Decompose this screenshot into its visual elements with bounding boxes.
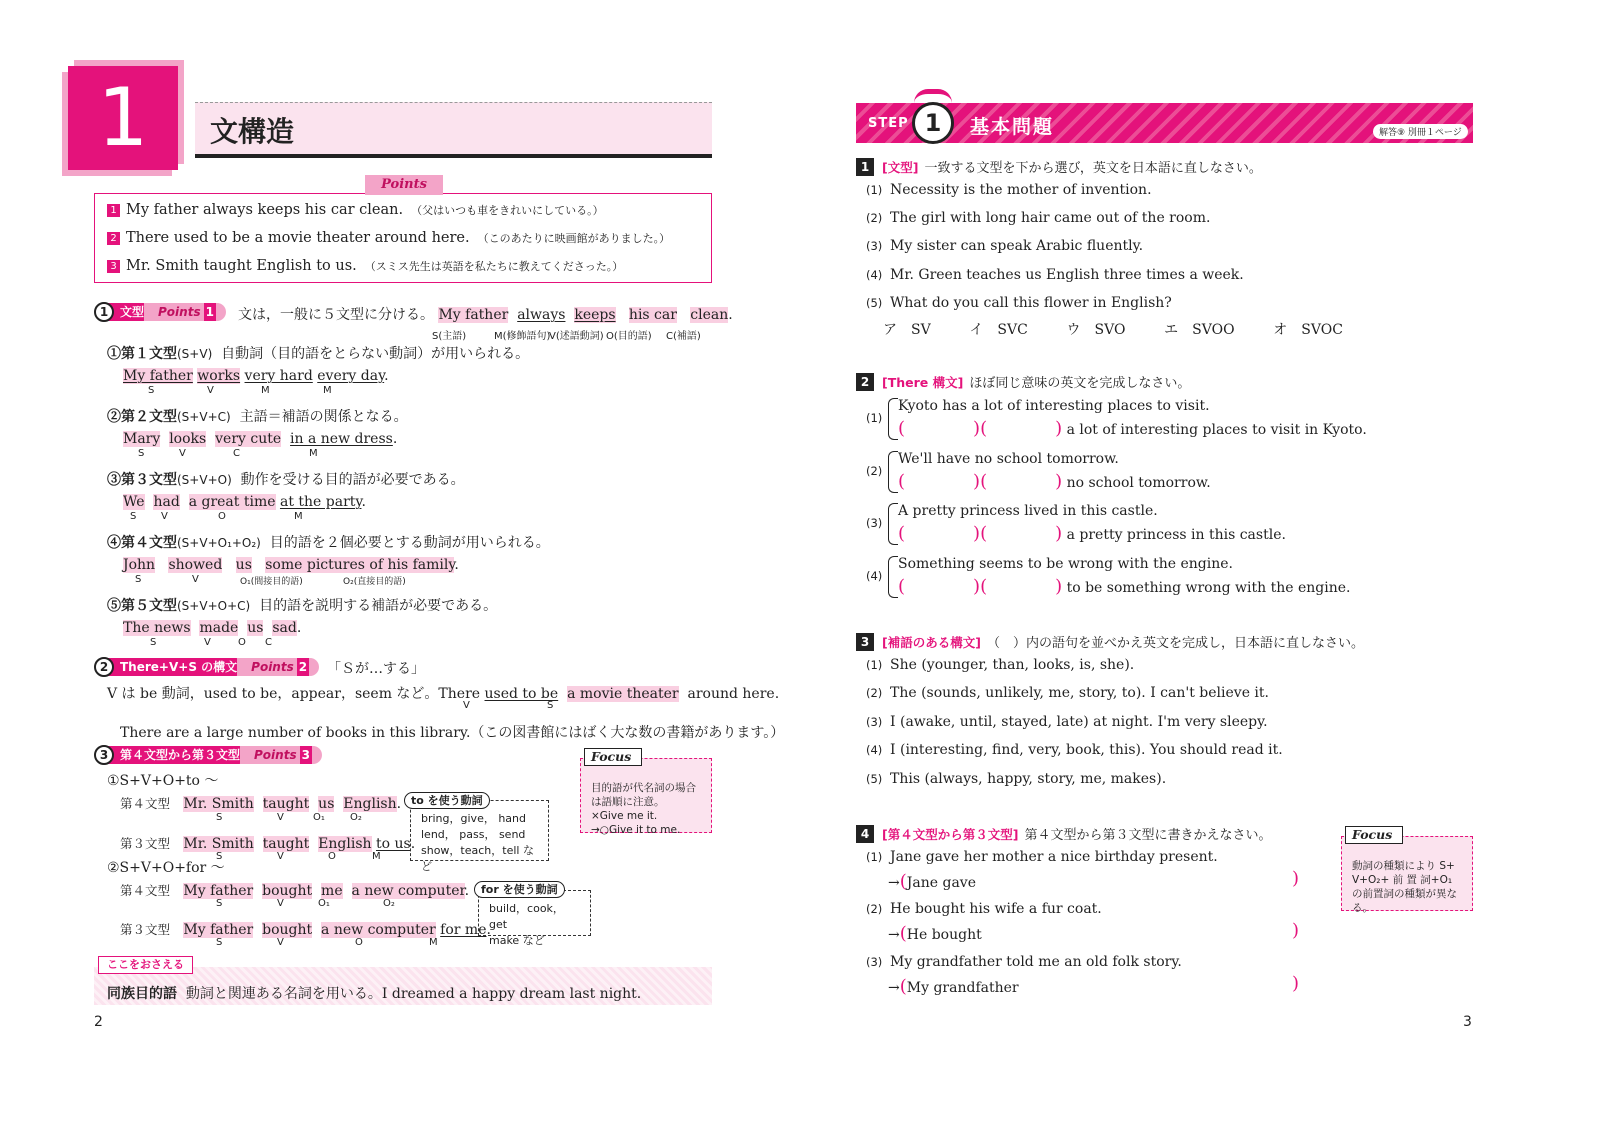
q3-item (866, 685, 1269, 701)
label: V (463, 700, 470, 711)
ex-word: The news (123, 620, 191, 636)
question-instruction: 第４文型から第３文型に書きかえなさい。 (1024, 828, 1272, 843)
sec1-intro: 文は，一般に５文型に分ける。 (238, 307, 434, 323)
form-formula: (S+V+C) (177, 410, 231, 424)
ex-word: very hard (244, 368, 313, 384)
section-header-3 (94, 745, 322, 765)
label: O (238, 637, 246, 648)
item-text: a lot of interesting places to visit in Kyoto. (1066, 422, 1367, 438)
label: O₂ (350, 812, 362, 823)
focus-line: 動詞の種類により S+ (1352, 860, 1455, 872)
points-number: 1 (205, 305, 214, 319)
form-label: 第３文型 (120, 836, 171, 851)
q2-blank-line: ( )( ) a pretty princess in this castle. (898, 523, 1286, 544)
item-text: I (awake, until, stayed, late) at night. I'm very sleepy. (890, 714, 1268, 730)
q2-item-number (866, 410, 890, 426)
form4-heading (107, 532, 550, 552)
close-paren: ) (1292, 973, 1300, 994)
section-points (237, 658, 319, 676)
answer-reference: 解答⑨ 別冊１ページ (1373, 124, 1468, 139)
ex-period: . (454, 557, 459, 573)
section-number: 1 (94, 302, 114, 322)
point-english: There used to be a movie theater around here. (126, 230, 470, 246)
label: O (218, 511, 226, 522)
label: S (135, 574, 142, 585)
label: V (161, 511, 168, 522)
label: O₁ (318, 898, 330, 909)
ex-word: me (321, 883, 343, 899)
focus-line: る。 (1352, 902, 1373, 914)
ex-word: had (153, 494, 180, 510)
brace (888, 398, 898, 440)
ex-word: taught (262, 796, 310, 812)
label: V (192, 574, 199, 585)
form-label: 第３文型 (120, 922, 171, 937)
ex-word: his car (628, 307, 677, 323)
ex-word: made (199, 620, 239, 636)
ex-word: us (247, 620, 264, 636)
form-formula: (S+V+O) (177, 473, 232, 487)
points-word: Points (254, 748, 297, 762)
answer-start: My grandfather (906, 980, 1019, 996)
section-number: 2 (94, 657, 114, 677)
step-number: 1 (912, 102, 954, 144)
q2-item-number (866, 463, 890, 479)
item-number: (4) (866, 569, 883, 583)
label: S (216, 937, 223, 948)
ex-period: . (396, 796, 402, 812)
label: M (429, 937, 438, 948)
ex-word: at the party (279, 494, 362, 510)
label-m: M(修飾語句) (494, 331, 551, 342)
form-head: ②第２文型 (107, 409, 177, 425)
label: V (277, 812, 284, 823)
item-text: no school tomorrow. (1066, 475, 1211, 491)
q2-blank-line: ( )( ) no school tomorrow. (898, 471, 1211, 492)
item-number: (1) (866, 850, 883, 864)
label: V (277, 937, 284, 948)
focus-line: V+O₂+ 前 置 詞+O₁ (1352, 874, 1453, 886)
ex-word: us (235, 557, 252, 573)
q4-item (866, 849, 1218, 865)
ex-word: bought (262, 883, 313, 899)
item-text: Jane gave her mother a nice birthday present. (890, 849, 1218, 865)
item-number: (4) (866, 268, 883, 282)
ex-word: Mr. Smith (183, 796, 254, 812)
q2-header (856, 372, 1190, 391)
item-text: I (interesting, find, very, book, this). You should read it. (890, 742, 1283, 758)
verb-list-line: make など (489, 934, 545, 947)
label: C (233, 448, 240, 459)
question-tag: [補語のある構文] (882, 634, 981, 650)
item-number: (5) (866, 772, 883, 786)
sec3-a4 (120, 794, 401, 812)
sec3-a3 (120, 834, 415, 852)
ex-word: clean (690, 307, 729, 323)
answer-start: Jane gave (906, 875, 976, 891)
form-head: ①第１文型 (107, 346, 177, 362)
section-number: 3 (94, 745, 114, 765)
q2-original: We'll have no school tomorrow. (898, 451, 1119, 467)
item-text: to be something wrong with the engine. (1066, 580, 1351, 596)
item-number: (2) (866, 211, 883, 225)
ex-word: Mr. Smith (183, 836, 254, 852)
question-number: 3 (856, 633, 874, 651)
for-verbs-tag: for を使う動詞 (474, 881, 565, 898)
ex-period: . (486, 922, 491, 938)
item-number: (1) (866, 411, 883, 425)
points-tab: Points (365, 175, 443, 195)
ex-word: every day (317, 368, 385, 384)
ex-period: . (464, 883, 470, 899)
label: S (138, 448, 145, 459)
form-desc: 目的語を２個必要とする動詞が用いられる。 (269, 535, 550, 551)
label: V (179, 448, 186, 459)
label-o: O(目的語) (606, 331, 652, 342)
section-points (240, 746, 322, 764)
label-v: V(述語動詞) (549, 331, 604, 342)
item-text: The (sounds, unlikely, me, story, to). I can't believe it. (890, 685, 1269, 701)
focus-box-left (580, 758, 712, 836)
label: O₁(間接目的語) (240, 577, 303, 587)
label: O₁ (313, 812, 325, 823)
form-desc: 動作を受ける目的語が必要である。 (240, 472, 465, 488)
sec3-a-head: ①S+V+O+to ～ (107, 773, 219, 789)
text: V は be 動詞，used to be，appear，seem など。There (107, 686, 481, 702)
label: V (204, 637, 211, 648)
item-number: (2) (866, 686, 883, 700)
page-number-right: 3 (1463, 1014, 1472, 1030)
ex-word: looks (169, 431, 207, 447)
ex-period: . (296, 620, 302, 636)
focus-box-right (1341, 836, 1473, 914)
ex-word: Mary (123, 431, 161, 447)
ex-word: My father (123, 368, 193, 384)
item-number: (3) (866, 955, 883, 969)
choice: エ SVOO (1164, 322, 1235, 338)
q4-answer-line: →(Jane gave (888, 871, 976, 892)
points-word: Points (251, 660, 294, 674)
ex-word: always (517, 307, 566, 323)
q3-item (866, 714, 1268, 730)
item-number: (3) (866, 239, 883, 253)
label: S (150, 637, 157, 648)
question-instruction: （ ）内の語句を並べかえ英文を完成し，日本語に直しなさい。 (986, 636, 1364, 651)
label: S (216, 851, 223, 862)
question-tag: [第４文型から第３文型] (882, 826, 1019, 842)
q1-item (866, 238, 1143, 254)
label: V (277, 851, 284, 862)
form-desc: 目的語を説明する補語が必要である。 (259, 598, 498, 614)
text: around here. (687, 686, 780, 702)
form1-example (123, 368, 389, 384)
label: V (207, 385, 214, 396)
ex-word: We (123, 494, 145, 510)
point-number: 2 (107, 232, 120, 245)
brace (888, 556, 898, 598)
ex-period: . (361, 494, 366, 510)
q2-original: A pretty princess lived in this castle. (898, 503, 1158, 519)
step-title: 基本問題 (970, 116, 1055, 138)
form-label: 第４文型 (120, 883, 171, 898)
q1-item (866, 267, 1244, 283)
q4-item (866, 954, 1182, 970)
point-english: Mr. Smith taught English to us. (126, 258, 357, 274)
point-number: 1 (107, 204, 120, 217)
q4-answer-line: →(My grandfather (888, 976, 1019, 997)
verb-list-line: lend， pass， send (421, 828, 526, 841)
item-number: (2) (866, 902, 883, 916)
close-paren: ) (1292, 920, 1300, 941)
focus-line: →○Give it to me. (591, 824, 681, 836)
koko-head: 同族目的語 (107, 986, 177, 1002)
q3-header (856, 632, 1364, 651)
label: O₂ (383, 898, 395, 909)
form2-heading (107, 406, 408, 426)
q2-item-number (866, 515, 890, 531)
item-text: Necessity is the mother of invention. (890, 182, 1152, 198)
points-box (94, 193, 712, 283)
section-points (144, 303, 226, 321)
label: O (328, 851, 336, 862)
question-number: 2 (856, 373, 874, 391)
form-desc: 自動詞（目的語をとらない動詞）が用いられる。 (221, 346, 530, 362)
form-head: ⑤第５文型 (107, 598, 177, 614)
section-header-2 (94, 657, 319, 677)
q3-item (866, 771, 1166, 787)
ex-word: to us (375, 836, 411, 852)
point-number: 3 (107, 260, 120, 273)
ex-period: . (384, 368, 389, 384)
form2-example (123, 431, 397, 447)
point-english: My father always keeps his car clean. (126, 202, 404, 218)
point-japanese: （スミス先生は英語を私たちに教えてくださった。） (364, 260, 624, 273)
form5-heading (107, 595, 497, 615)
choice: イ SVC (969, 322, 1028, 338)
q2-original: Kyoto has a lot of interesting places to visit. (898, 398, 1210, 414)
form-head: ③第３文型 (107, 472, 177, 488)
question-instruction: ほぼ同じ意味の英文を完成しなさい。 (969, 376, 1191, 391)
brace (888, 503, 898, 545)
step-arc (914, 89, 952, 103)
verb-list-line: bring，give， hand (421, 812, 526, 825)
ex-word: for me (440, 922, 487, 938)
ex-word: bought (262, 922, 313, 938)
ex-word: a new computer (351, 883, 465, 899)
points-number: 2 (298, 660, 308, 674)
question-number: 4 (856, 825, 874, 843)
item-number: (1) (866, 658, 883, 672)
focus-line: ×Give me it. (591, 810, 658, 822)
form-head: ④第４文型 (107, 535, 177, 551)
ex-word: a great time (188, 494, 276, 510)
q4-header (856, 824, 1271, 843)
item-text: What do you call this flower in English? (890, 295, 1172, 311)
chapter-title: 文構造 (210, 115, 295, 148)
ex-word: sad (272, 620, 297, 636)
sec2-line1 (107, 683, 779, 703)
label: S (148, 385, 155, 396)
sec2-line2: There are a large number of books in this library.（この図書館にはばく大な数の書籍があります。） (120, 725, 785, 741)
ex-word: a new computer (321, 922, 436, 938)
ex-word: a movie theater (567, 686, 679, 702)
q1-item (866, 182, 1152, 198)
item-number: (3) (866, 715, 883, 729)
q4-answer-line: →(He bought (888, 923, 982, 944)
sec3-b-head: ②S+V+O+for ～ (107, 860, 225, 876)
item-number: (3) (866, 516, 883, 530)
label: S (130, 511, 137, 522)
ex-period: . (392, 431, 398, 447)
question-tag: [文型] (882, 159, 919, 175)
form5-example (123, 620, 301, 636)
label: M (323, 385, 332, 396)
ex-word: John (123, 557, 156, 573)
answer-start: He bought (906, 927, 982, 943)
close-paren: ) (1292, 868, 1300, 889)
sec1-intro-line (238, 304, 733, 324)
ex-word: used to be (484, 686, 559, 702)
label: S (216, 812, 223, 823)
section-tag: There+V+S の構文 (106, 658, 245, 676)
sec3-b4 (120, 881, 469, 899)
ex-word: English (343, 796, 397, 812)
chapter-number: 1 (68, 66, 178, 170)
label: S (547, 700, 554, 711)
focus-tag-right: Focus (1345, 826, 1403, 844)
points-number: 3 (301, 748, 310, 762)
form-formula: (S+V) (177, 347, 213, 361)
form-label: 第４文型 (120, 796, 171, 811)
ex-word: works (197, 368, 241, 384)
koko-tag: ここをおさえる (98, 956, 193, 974)
choice: ア SV (883, 322, 931, 338)
section-tag: 第４文型から第３文型 (106, 746, 248, 764)
ex-word: some pictures of his family (265, 557, 455, 573)
focus-tag-left: Focus (584, 748, 642, 766)
q1-choices (883, 319, 1343, 339)
q3-item (866, 657, 1134, 673)
q2-blank-line: ( )( ) to be something wrong with the engine. (898, 576, 1351, 597)
form-desc: 主語＝補語の関係となる。 (239, 409, 408, 425)
label-c: C(補語) (666, 331, 701, 342)
form3-example (123, 494, 366, 510)
focus-line: 目的語が代名詞の場合 (591, 782, 696, 794)
question-instruction: 一致する文型を下から選び，英文を日本語に直しなさい。 (924, 161, 1262, 176)
label: M (309, 448, 318, 459)
q3-item (866, 742, 1283, 758)
item-text: She (younger, than, looks, is, she). (890, 657, 1135, 673)
question-number: 1 (856, 158, 874, 176)
brace (888, 451, 898, 493)
label: O₂(直接目的語) (343, 577, 406, 587)
label: C (265, 637, 272, 648)
q2-original: Something seems to be wrong with the engine. (898, 556, 1233, 572)
focus-line: は語順に注意。 (591, 796, 665, 808)
label: O (355, 937, 363, 948)
label: M (294, 511, 303, 522)
page-number-left: 2 (94, 1014, 103, 1030)
item-text: a pretty princess in this castle. (1066, 527, 1286, 543)
verb-list-line: show，teach，tell など (421, 844, 534, 873)
ex-period: . (410, 836, 416, 852)
q2-blank-line: ( )( ) a lot of interesting places to visit in Kyoto. (898, 418, 1367, 439)
choice: ウ SVO (1066, 322, 1126, 338)
ex-word: showed (168, 557, 223, 573)
ex-word: keeps (574, 307, 616, 323)
item-text: The girl with long hair came out of the room. (890, 210, 1211, 226)
ex-word: very cute (215, 431, 282, 447)
to-verbs-tag: to を使う動詞 (404, 792, 490, 809)
item-text: My sister can speak Arabic fluently. (890, 238, 1144, 254)
question-tag: [There 構文] (882, 374, 964, 390)
ex-word: My father (438, 307, 509, 323)
ex-word: taught (262, 836, 310, 852)
item-text: He bought his wife a fur coat. (890, 901, 1102, 917)
point-row (107, 230, 670, 246)
item-number: (2) (866, 464, 883, 478)
verb-list-line: build，cook，get (489, 902, 564, 931)
ex-word: My father (183, 922, 254, 938)
sec3-b3 (120, 920, 491, 938)
form4-example (123, 557, 459, 573)
ex-word: us (318, 796, 335, 812)
step-word: STEP (868, 116, 909, 131)
ex-word: in a new dress (290, 431, 393, 447)
q4-item (866, 901, 1102, 917)
ex-period: . (728, 307, 733, 323)
label: M (261, 385, 270, 396)
label: V (277, 898, 284, 909)
label-s: S(主語) (432, 331, 467, 342)
choice: オ SVOC (1273, 322, 1343, 338)
q1-item (866, 295, 1172, 311)
q1-item (866, 210, 1210, 226)
item-text: Mr. Green teaches us English three times a week. (890, 267, 1244, 283)
form-formula: (S+V+O+C) (177, 599, 251, 613)
to-verbs-box (410, 800, 549, 873)
point-row (107, 258, 623, 274)
item-number: (1) (866, 183, 883, 197)
item-text: This (always, happy, story, me, makes). (890, 771, 1167, 787)
q1-header (856, 157, 1262, 176)
koko-line (107, 983, 641, 1003)
point-japanese: （父はいつも車をきれいにしている。） (411, 204, 604, 217)
focus-line: の前置詞の種類が異な (1352, 888, 1457, 900)
q2-item-number (866, 568, 890, 584)
item-text: My grandfather told me an old folk story. (890, 954, 1182, 970)
point-japanese: （このあたりに映画館がありました。） (477, 232, 671, 245)
label: M (372, 851, 381, 862)
point-row (107, 202, 604, 218)
section-header-1 (94, 302, 226, 322)
ex-word: English (318, 836, 372, 852)
form3-heading (107, 469, 465, 489)
ex-word: My father (183, 883, 254, 899)
points-word: Points (158, 305, 201, 319)
form-formula: (S+V+O₁+O₂) (177, 536, 261, 550)
koko-text: 動詞と関連ある名詞を用いる。I dreamed a happy dream last night. (185, 986, 642, 1002)
label: S (216, 898, 223, 909)
item-number: (5) (866, 296, 883, 310)
item-number: (4) (866, 743, 883, 757)
form1-heading (107, 343, 529, 363)
sec2-quote: 「Ｓが…する」 (327, 661, 425, 677)
section-tag: 文型 (106, 303, 152, 321)
